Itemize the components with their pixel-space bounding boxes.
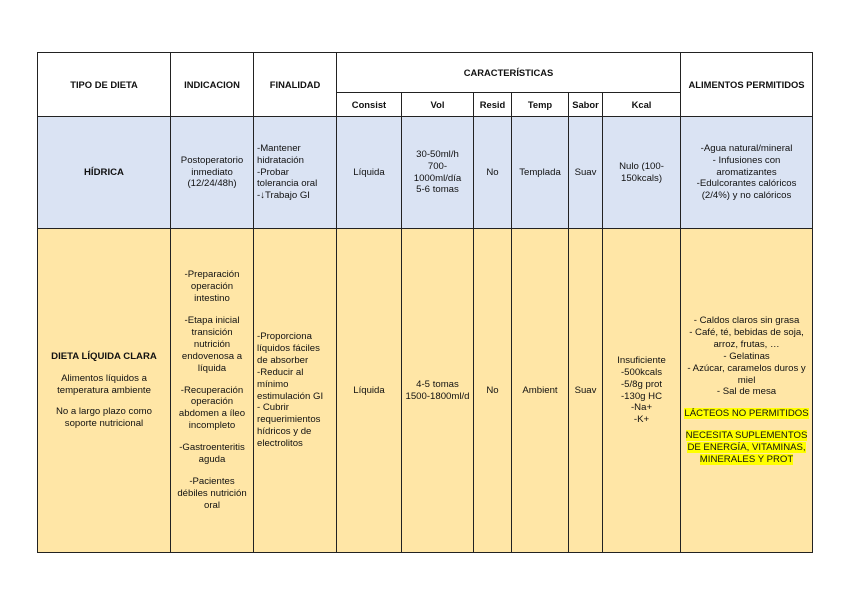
header-alimentos: ALIMENTOS PERMITIDOS <box>681 53 813 117</box>
header-resid: Resid <box>474 93 512 117</box>
hidrica-consist: Líquida <box>337 117 402 229</box>
header-sabor: Sabor <box>569 93 603 117</box>
clara-alimento: - Azúcar, caramelos duros y miel <box>687 362 806 386</box>
hidrica-alimentos <box>681 117 813 229</box>
header-indicacion: INDICACION <box>171 53 254 117</box>
header-row-1 <box>38 53 813 93</box>
clara-vol-line: 1500-1800ml/d <box>405 390 470 402</box>
clara-indicacion <box>171 229 254 553</box>
hidrica-finalidad-line: -↓Trabajo GI <box>257 190 310 202</box>
header-kcal: Kcal <box>603 93 681 117</box>
clara-indicacion-item: -Preparación operación intestino <box>184 268 240 304</box>
clara-indicacion-item: -Pacientes débiles nutrición oral <box>177 476 247 512</box>
clara-tipo-sub: Alimentos líquidos a temperatura ambiente <box>57 372 151 396</box>
hidrica-kcal: Nulo (100-150kcals) <box>603 117 681 229</box>
row-hidrica <box>38 117 813 229</box>
clara-alimento: - Gelatinas <box>723 350 770 362</box>
hidrica-alimento: -Agua natural/mineral <box>700 142 793 154</box>
hidrica-vol-line: 5-6 tomas <box>416 184 459 196</box>
hidrica-alimento: - Infusiones con aromatizantes <box>712 154 781 178</box>
clara-temp: Ambient <box>512 229 569 553</box>
clara-nota-suplementos <box>684 430 809 466</box>
clara-indicacion-item: -Gastroenteritis aguda <box>179 442 245 466</box>
clara-kcal-line: -Na+ <box>630 402 653 414</box>
clara-indicacion-item: -Etapa inicial transición nutrición endovenosa a líquida <box>181 314 243 374</box>
hidrica-temp: Templada <box>512 117 569 229</box>
clara-finalidad-line: - Cubrir requerimientos hídricos y de electrolitos <box>257 402 321 450</box>
header-consist: Consist <box>337 93 402 117</box>
clara-finalidad-line: -Reducir al mínimo estimulación GI <box>257 366 324 402</box>
hidrica-resid: No <box>474 117 512 229</box>
clara-alimento: - Sal de mesa <box>716 386 777 398</box>
clara-kcal <box>603 229 681 553</box>
clara-tipo <box>38 229 171 553</box>
hidrica-indicacion: Postoperatorio inmediato (12/24/48h) <box>171 117 254 229</box>
hidrica-vol-line: 700-1000ml/día <box>413 160 462 184</box>
clara-kcal-line: -500kcals <box>620 366 663 378</box>
hidrica-vol <box>402 117 474 229</box>
clara-tipo-title: DIETA LÍQUIDA CLARA <box>51 350 157 362</box>
clara-alimento: - Caldos claros sin grasa <box>693 314 800 326</box>
clara-alimentos <box>681 229 813 553</box>
clara-tipo-sub: No a largo plazo como soporte nutricional <box>56 406 152 430</box>
hidrica-vol-line: 30-50ml/h <box>416 148 459 160</box>
clara-nota-lacteos-text: LÁCTEOS NO PERMITIDOS <box>684 408 809 420</box>
diet-table <box>37 52 813 553</box>
clara-indicacion-item: -Recuperación operación abdomen a íleo incompleto <box>178 384 246 432</box>
header-finalidad: FINALIDAD <box>254 53 337 117</box>
clara-consist: Líquida <box>337 229 402 553</box>
clara-finalidad-line: -Proporciona líquidos fáciles de absorber <box>257 330 320 366</box>
clara-vol <box>402 229 474 553</box>
clara-vol-line: 4-5 tomas <box>416 378 459 390</box>
header-caracteristicas: CARACTERÍSTICAS <box>337 53 681 93</box>
clara-kcal-line: -5/8g prot <box>620 378 663 390</box>
clara-kcal-line: -130g HC <box>620 390 663 402</box>
hidrica-finalidad-line: -Mantener hidratación <box>257 142 304 166</box>
clara-nota-lacteos <box>684 408 809 420</box>
hidrica-alimento: -Edulcorantes calóricos (2/4%) y no calóricos <box>696 178 797 202</box>
header-temp: Temp <box>512 93 569 117</box>
clara-kcal-line: -K+ <box>633 414 650 426</box>
hidrica-finalidad-line: -Probar tolerancia oral <box>257 166 318 190</box>
header-vol: Vol <box>402 93 474 117</box>
clara-alimento: - Café, té, bebidas de soja, arroz, frutas, … <box>689 326 804 350</box>
hidrica-sabor: Suav <box>569 117 603 229</box>
hidrica-finalidad <box>254 117 337 229</box>
clara-finalidad <box>254 229 337 553</box>
row-clara <box>38 229 813 553</box>
header-tipo: TIPO DE DIETA <box>38 53 171 117</box>
clara-sabor: Suav <box>569 229 603 553</box>
hidrica-tipo: HÍDRICA <box>38 117 171 229</box>
clara-resid: No <box>474 229 512 553</box>
clara-nota-suplementos-text: NECESITA SUPLEMENTOS DE ENERGÍA, VITAMINAS, MINERALES Y PROT <box>685 430 808 466</box>
clara-kcal-line: Insuficiente <box>617 354 666 366</box>
